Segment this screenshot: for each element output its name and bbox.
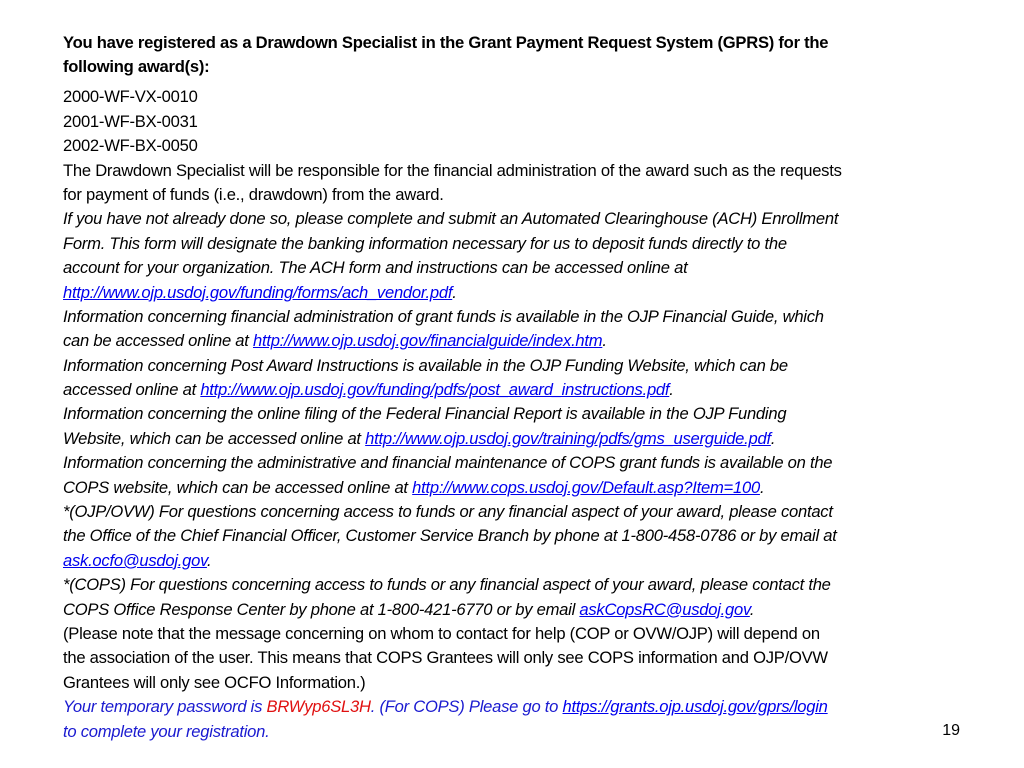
text-segment: . (For COPS) Please go to xyxy=(370,697,563,717)
text-segment: You have registered as a Drawdown Specialist in the Grant Payment Request System (GPRS) for the xyxy=(63,33,829,52)
award-number: 2001-WF-BX-0031 xyxy=(63,111,198,131)
page-number: 19 xyxy=(942,722,960,739)
text-segment: . xyxy=(669,380,674,400)
hyperlink[interactable]: http://www.ojp.usdoj.gov/financialguide/index.htm xyxy=(253,331,603,351)
text-segment: . xyxy=(759,477,765,497)
text-line xyxy=(63,451,973,475)
text-segment: The Drawdown Specialist will be responsible for the financial administration of the award such as the requests xyxy=(63,160,842,180)
text-line xyxy=(63,354,973,378)
text-segment: Your temporary password is xyxy=(63,697,267,717)
hyperlink[interactable]: https://grants.ojp.usdoj.gov/gprs/login xyxy=(562,697,828,717)
text-segment: *(COPS) For questions concerning access to funds or any financial aspect of your award, please contact the xyxy=(63,575,831,595)
text-line xyxy=(63,207,973,231)
text-line xyxy=(63,378,973,402)
text-line xyxy=(63,183,973,207)
text-line xyxy=(63,31,973,55)
text-line xyxy=(63,573,973,597)
text-line xyxy=(63,671,973,695)
text-segment: Information concerning the online filing of the Federal Financial Report is available in the OJP Funding xyxy=(63,404,787,424)
text-segment: to complete your registration. xyxy=(63,721,270,741)
text-line xyxy=(63,598,973,622)
hyperlink[interactable]: http://www.ojp.usdoj.gov/training/pdfs/gms_userguide.pdf xyxy=(365,428,771,448)
text-segment: COPS website, which can be accessed online at xyxy=(63,477,413,497)
text-line xyxy=(63,402,973,426)
text-line xyxy=(63,110,973,134)
text-segment: the association of the user. This means that COPS Grantees will only see COPS information and OJP/OVW xyxy=(63,648,828,668)
text-line xyxy=(63,720,973,744)
hyperlink[interactable]: askCopsRC@usdoj.gov xyxy=(579,599,750,619)
text-segment: the Office of the Chief Financial Officer, Customer Service Branch by phone at 1-800-458-0786 or by email at xyxy=(63,526,837,546)
text-line xyxy=(63,256,973,280)
text-line xyxy=(63,134,973,158)
hyperlink[interactable]: http://www.cops.usdoj.gov/Default.asp?Item=100 xyxy=(412,477,760,497)
text-line xyxy=(63,305,973,329)
text-segment: following award(s): xyxy=(63,57,210,77)
hyperlink[interactable]: ask.ocfo@usdoj.gov xyxy=(63,550,207,570)
text-line xyxy=(63,329,973,353)
text-segment: Information concerning the administrative and financial maintenance of COPS grant funds is available on the xyxy=(63,453,833,473)
text-segment: Form. This form will designate the banking information necessary for us to deposit funds directly to the xyxy=(63,233,787,253)
temporary-password: BRWyp6SL3H xyxy=(266,697,371,717)
text-line xyxy=(63,622,973,646)
text-segment: Grantees will only see OCFO Information.) xyxy=(63,672,366,692)
text-segment: . xyxy=(602,331,607,351)
text-line xyxy=(63,500,973,524)
text-segment: (Please note that the message concerning on whom to contact for help (COP or OVW/OJP) will depend on xyxy=(63,623,820,643)
award-number: 2002-WF-BX-0050 xyxy=(63,136,198,156)
text-segment: COPS Office Response Center by phone at 1-800-421-6770 or by email xyxy=(63,599,580,619)
text-segment: . xyxy=(749,599,755,619)
text-segment: account for your organization. The ACH form and instructions can be accessed online at xyxy=(63,258,688,278)
hyperlink[interactable]: http://www.ojp.usdoj.gov/funding/forms/ach_vendor.pdf xyxy=(63,282,453,302)
text-segment: can be accessed online at xyxy=(63,331,253,351)
text-segment: Website, which can be accessed online at xyxy=(63,428,366,448)
text-line xyxy=(63,232,973,256)
document-body xyxy=(63,31,973,744)
text-segment: for payment of funds (i.e., drawdown) from the award. xyxy=(63,184,444,204)
text-segment: If you have not already done so, please complete and submit an Automated Clearinghouse (ACH) Enrollment xyxy=(63,209,839,229)
hyperlink[interactable]: http://www.ojp.usdoj.gov/funding/pdfs/post_award_instructions.pdf xyxy=(200,380,670,400)
text-line xyxy=(63,476,973,500)
text-line xyxy=(63,646,973,670)
text-segment: . xyxy=(452,282,457,302)
text-segment: . xyxy=(770,428,776,448)
award-number: 2000-WF-VX-0010 xyxy=(63,87,198,107)
text-line xyxy=(63,549,973,573)
text-segment: Information concerning Post Award Instructions is available in the OJP Funding Website, which can be xyxy=(63,355,788,375)
text-segment: *(OJP/OVW) For questions concerning access to funds or any financial aspect of your award, please contact xyxy=(63,502,833,522)
text-line xyxy=(63,695,973,719)
text-line xyxy=(63,85,973,109)
text-line xyxy=(63,281,973,305)
text-line xyxy=(63,159,973,183)
text-segment: . xyxy=(206,550,212,570)
text-line xyxy=(63,55,973,79)
text-line xyxy=(63,524,973,548)
text-line xyxy=(63,427,973,451)
text-segment: accessed online at xyxy=(63,380,201,400)
text-segment: Information concerning financial administration of grant funds is available in the OJP Financial Guide, which xyxy=(63,306,824,326)
